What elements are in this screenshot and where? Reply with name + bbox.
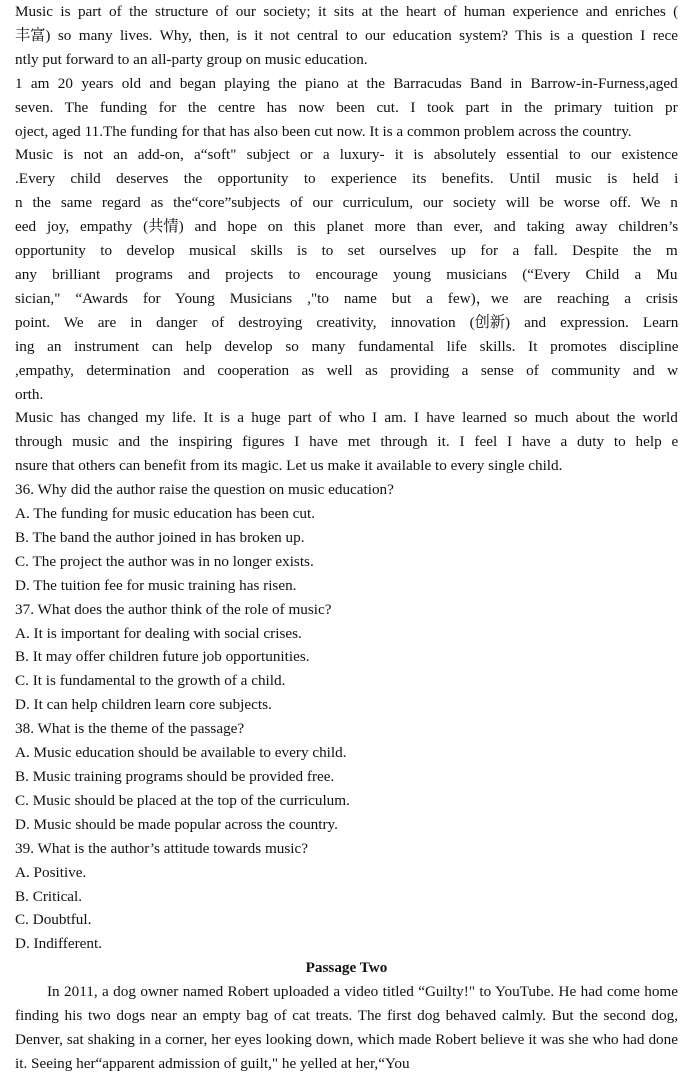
paragraph [15, 72, 678, 144]
answer-option: D. It can help children learn core subjects. [15, 696, 272, 714]
answer-option: D. Music should be made popular across the country. [15, 815, 338, 833]
passage-two [15, 956, 678, 1076]
paragraph-line: .Every child deserves the opportunity to experience its benefits. Until music is held i [15, 170, 679, 188]
question-stem: 37. What does the author think of the role of music? [15, 600, 332, 618]
paragraph-line: Music has changed my life. It is a huge part of who I am. I have learned so much about the world [15, 409, 678, 427]
passage-heading: Passage Two [305, 959, 388, 977]
question-block [15, 478, 678, 598]
answer-option: A. It is important for dealing with social crises. [15, 624, 302, 642]
paragraph [15, 406, 678, 478]
paragraph-line: 1 am 20 years old and began playing the piano at the Barracudas Band in Barrow-in-Furness,aged [15, 74, 678, 92]
answer-option: B. The band the author joined in has broken up. [15, 528, 305, 546]
answer-option: C. The project the author was in no longer exists. [15, 552, 314, 570]
paragraph-line: oject, aged 11.The funding for that has also been cut now. It is a common problem across the country. [15, 122, 632, 140]
paragraph-line: point. We are in danger of destroying creativity, innovation (创新) and expression. Learn [15, 313, 679, 331]
answer-option: C. Doubtful. [15, 911, 92, 929]
answer-option: A. The funding for music education has been cut. [15, 505, 316, 523]
paragraph-line: Music is not an add-on, a“soft" subject or a luxury- it is absolutely essential to our existence [15, 146, 678, 164]
question-block [15, 717, 678, 837]
question-block [15, 837, 678, 957]
question-stem: 38. What is the theme of the passage? [15, 720, 245, 738]
question-stem: 36. Why did the author raise the question on music education? [15, 481, 394, 499]
paragraph-line: eed joy, empathy (共情) and hope on this planet more than ever, and taking away children’s [15, 218, 679, 236]
paragraph: In 2011, a dog owner named Robert uploaded a video titled “Guilty!" to YouTube. He had come home finding his two dogs near an empty bag of cat treats. The first dog behaved calmly. But the second dog, Denver, sat shaking in a corner, her eyes looking down, which made Robert believe it was she who had done it. Seeing her“apparent admission of guilt," he yelled at her,“You [15, 983, 678, 1072]
answer-option: D. Indifferent. [15, 935, 103, 953]
passage-one [15, 0, 678, 956]
paragraph-line: seven. The funding for the centre has now been cut. I took part in the primary tuition pr [15, 98, 678, 116]
question-stem: 39. What is the author’s attitude towards music? [15, 839, 309, 857]
answer-option: C. It is fundamental to the growth of a child. [15, 672, 286, 690]
paragraph-line: through music and the inspiring figures I have met through it. I feel I have a duty to help e [15, 433, 679, 451]
question-block [15, 598, 678, 718]
answer-option: D. The tuition fee for music training has risen. [15, 576, 297, 594]
answer-option: B. Critical. [15, 887, 83, 905]
paragraph-line: nsure that others can benefit from its magic. Let us make it available to every single child. [15, 457, 563, 475]
paragraph-line: any brilliant programs and projects to encourage young musicians (“Every Child a Mu [15, 265, 678, 283]
paragraph-line: 丰富) so many lives. Why, then, is it not central to our education system? This is a question I rece [15, 26, 679, 44]
paragraph-line: ntly put forward to an all-party group on music education. [15, 50, 368, 68]
paragraph-line: orth. [15, 385, 44, 403]
answer-option: C. Music should be placed at the top of the curriculum. [15, 791, 350, 809]
answer-option: A. Positive. [15, 863, 87, 881]
paragraph [15, 0, 678, 72]
paragraph-line: opportunity to develop musical skills is to set ourselves up for a fall. Despite the m [15, 242, 678, 260]
answer-option: B. It may offer children future job opportunities. [15, 648, 310, 666]
paragraph [15, 143, 678, 406]
answer-option: B. Music training programs should be provided free. [15, 768, 335, 785]
paragraph-line: ,empathy, determination and cooperation as well as providing a sense of community and w [15, 361, 679, 379]
answer-option: A. Music education should be available to every child. [15, 744, 347, 762]
paragraph-line: Music is part of the structure of our society; it sits at the heart of human experience and enriches ( [15, 3, 679, 20]
paragraph-line: ing an instrument can help develop so many fundamental life skills. It promotes discipline [15, 337, 679, 355]
paragraph-line: n the same regard as the“core”subjects of our curriculum, our society will be worse off. We n [15, 194, 678, 212]
paragraph-line: sician," “Awards for Young Musicians ,"to name but a few)，we are reaching a crisis [15, 289, 678, 307]
